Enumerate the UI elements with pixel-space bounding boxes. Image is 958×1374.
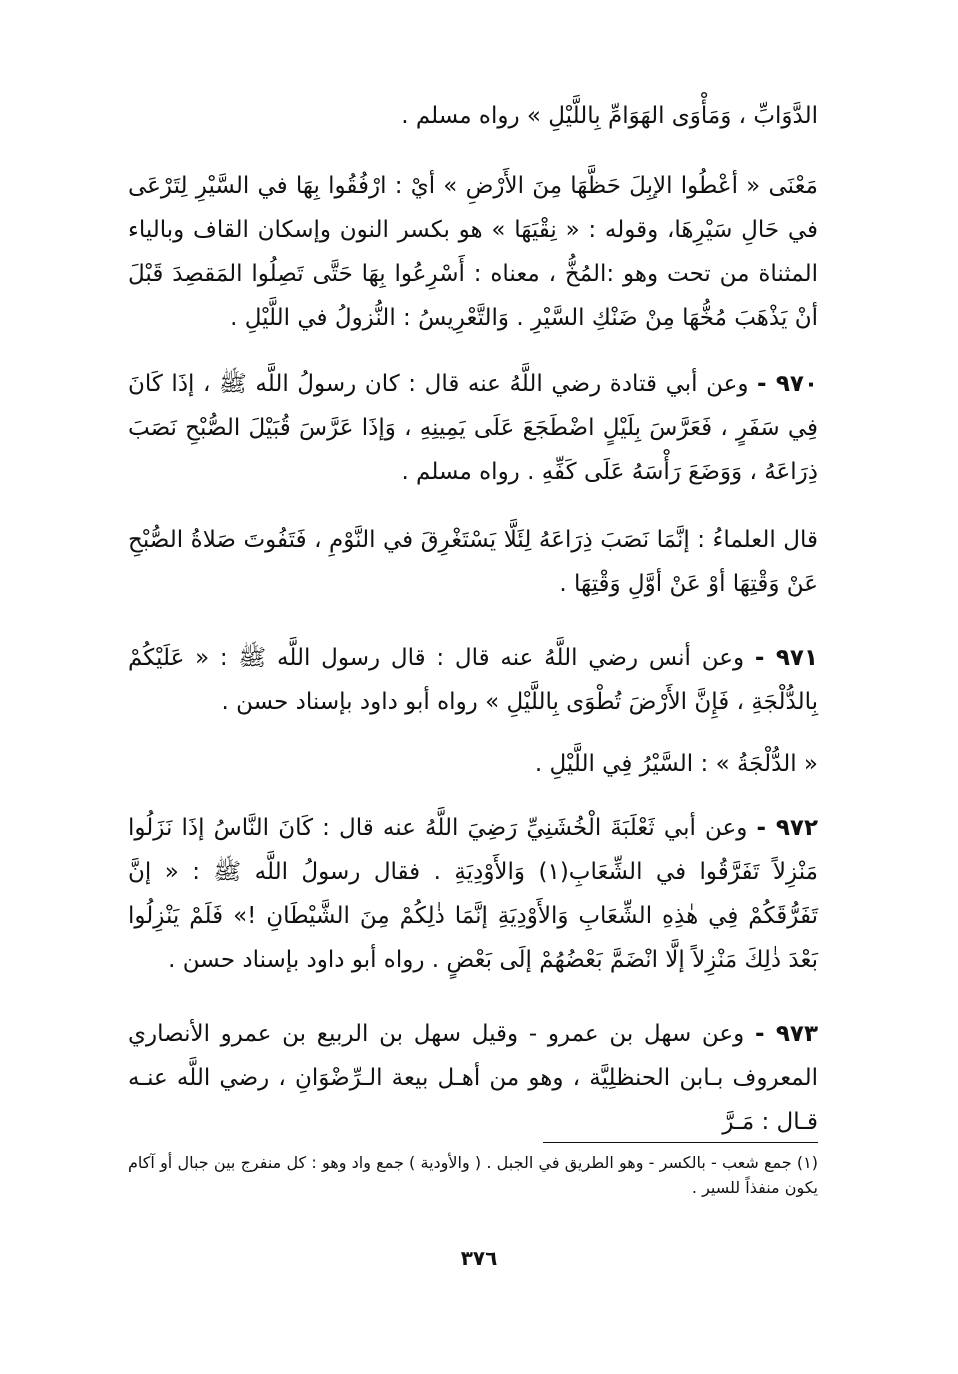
hadith-973 <box>128 1012 818 1144</box>
block-text: « الدُّلْجَةُ » : السَّيْرُ فِي اللَّيْلِ . <box>534 751 818 777</box>
page-number: ٣٧٦ <box>460 1246 498 1270</box>
hadith-972 <box>128 806 818 982</box>
hadith-number: ٩٧٠ - <box>757 371 818 397</box>
footnote-divider <box>543 1142 818 1143</box>
hadith-number: ٩٧٢ - <box>756 815 819 841</box>
block-text: وعن أنس رضي اللَّهُ عنه قال : قال رسول اللَّه ﷺ : « عَلَيْكُمْ بِالدُّلْجَةِ ، فَإِنَّ الأَرْضَ تُطْوَى بِاللَّيْلِ » رواه أبو داود بإسناد حسن . <box>128 645 818 715</box>
block-text: قال العلماءُ : إنَّمَا نَصَبَ ذِرَاعَهُ لِئَلَّا يَسْتَغْرِقَ في النَّوْمِ ، فَتَفُوتَ صَلاةُ الصُّبْحِ عَنْ وَقْتِهَا أوْ عَنْ أوَّلِ وَقْتِهَا . <box>128 527 818 597</box>
block-text: وعن سهل بن عمرو - وقيل سهل بن الربيع بن عمرو الأنصاري المعروف بـابن الحنظلِيَّة ، وهو من أهـل بيعة الـرِّضْوَانِ ، رضي اللَّه عنـه قـال : مَـرَّ <box>128 1021 818 1135</box>
text-block-scholars <box>128 518 818 606</box>
block-text: الدَّوَابِّ ، وَمَأْوَى الهَوَامِّ بِاللَّيْلِ » رواه مسلم . <box>401 103 818 129</box>
footnote-text: (١) جمع شعب - بالكسر - وهو الطريق في الجبل . ( والأودية ) جمع واد وهو : كل منفرج بين جبال أو آكام يكون منفذاً للسير . <box>128 1153 818 1197</box>
block-text: وعن أبي ثَعْلَبَةَ الْخُشَنِيِّ رَضِيَ اللَّهُ عنه قال : كَانَ النَّاسُ إذَا نَزَلُوا مَنْزِلاً تَفَرَّقُوا في الشِّعَابِ(١) وَالأَوْدِيَةِ . فقال رسولُ اللَّه ﷺ : « إنَّ تَفَرُّقَكُمْ فِي هٰذِهِ الشِّعَابِ وَالأَوْدِيَةِ إنَّمَا ذٰلِكُمْ مِنَ الشَّيْطَانِ !» فَلَمْ يَنْزِلُوا بَعْدَ ذٰلِكَ مَنْزِلاً إلَّا انْضَمَّ بَعْضُهُمْ إلَى بَعْضٍ . رواه أبو داود بإسناد حسن . <box>128 815 818 973</box>
hadith-971 <box>128 636 818 724</box>
hadith-number: ٩٧٣ - <box>754 1021 818 1047</box>
block-text: وعن أبي قتادة رضي اللَّهُ عنه قال : كان رسولُ اللَّه ﷺ ، إذَا كَانَ فِي سَفَرٍ ، فَعَرَّسَ بِلَيْلٍ اضْطَجَعَ عَلَى يَمِينِهِ ، وَإذَا عَرَّسَ قُبَيْلَ الصُّبْحِ نَصَبَ ذِرَاعَهُ ، وَوَضَعَ رَأْسَهُ عَلَى كَفِّهِ . رواه مسلم . <box>128 371 818 485</box>
block-text: مَعْنَى « أعْطُوا الإبِلَ حَظَّهَا مِنَ الأَرْضِ » أيْ : ارْفُقُوا بِهَا في السَّيْرِ لِتَرْعَى في حَالِ سَيْرِهَا، وقوله : « نِقْيَهَا » هو بكسر النون وإسكان القاف وبالياء المثناة من تحت وهو :المُخُّ ، معناه : أَسْرِعُوا بِهَا حَتَّى تَصِلُوا المَقصِدَ قَبْلَ أنْ يَذْهَبَ مُخُّهَا مِنْ ضَنْكِ السَّيْرِ . وَالتَّعْرِيسُ : النُّزولُ في اللَّيْلِ . <box>128 173 818 331</box>
text-block-continuation <box>128 94 818 138</box>
text-block-explanation <box>128 164 818 340</box>
hadith-970 <box>128 362 818 494</box>
hadith-number: ٩٧١ - <box>754 645 819 671</box>
text-block-definition <box>128 742 818 786</box>
footnote <box>128 1150 818 1200</box>
